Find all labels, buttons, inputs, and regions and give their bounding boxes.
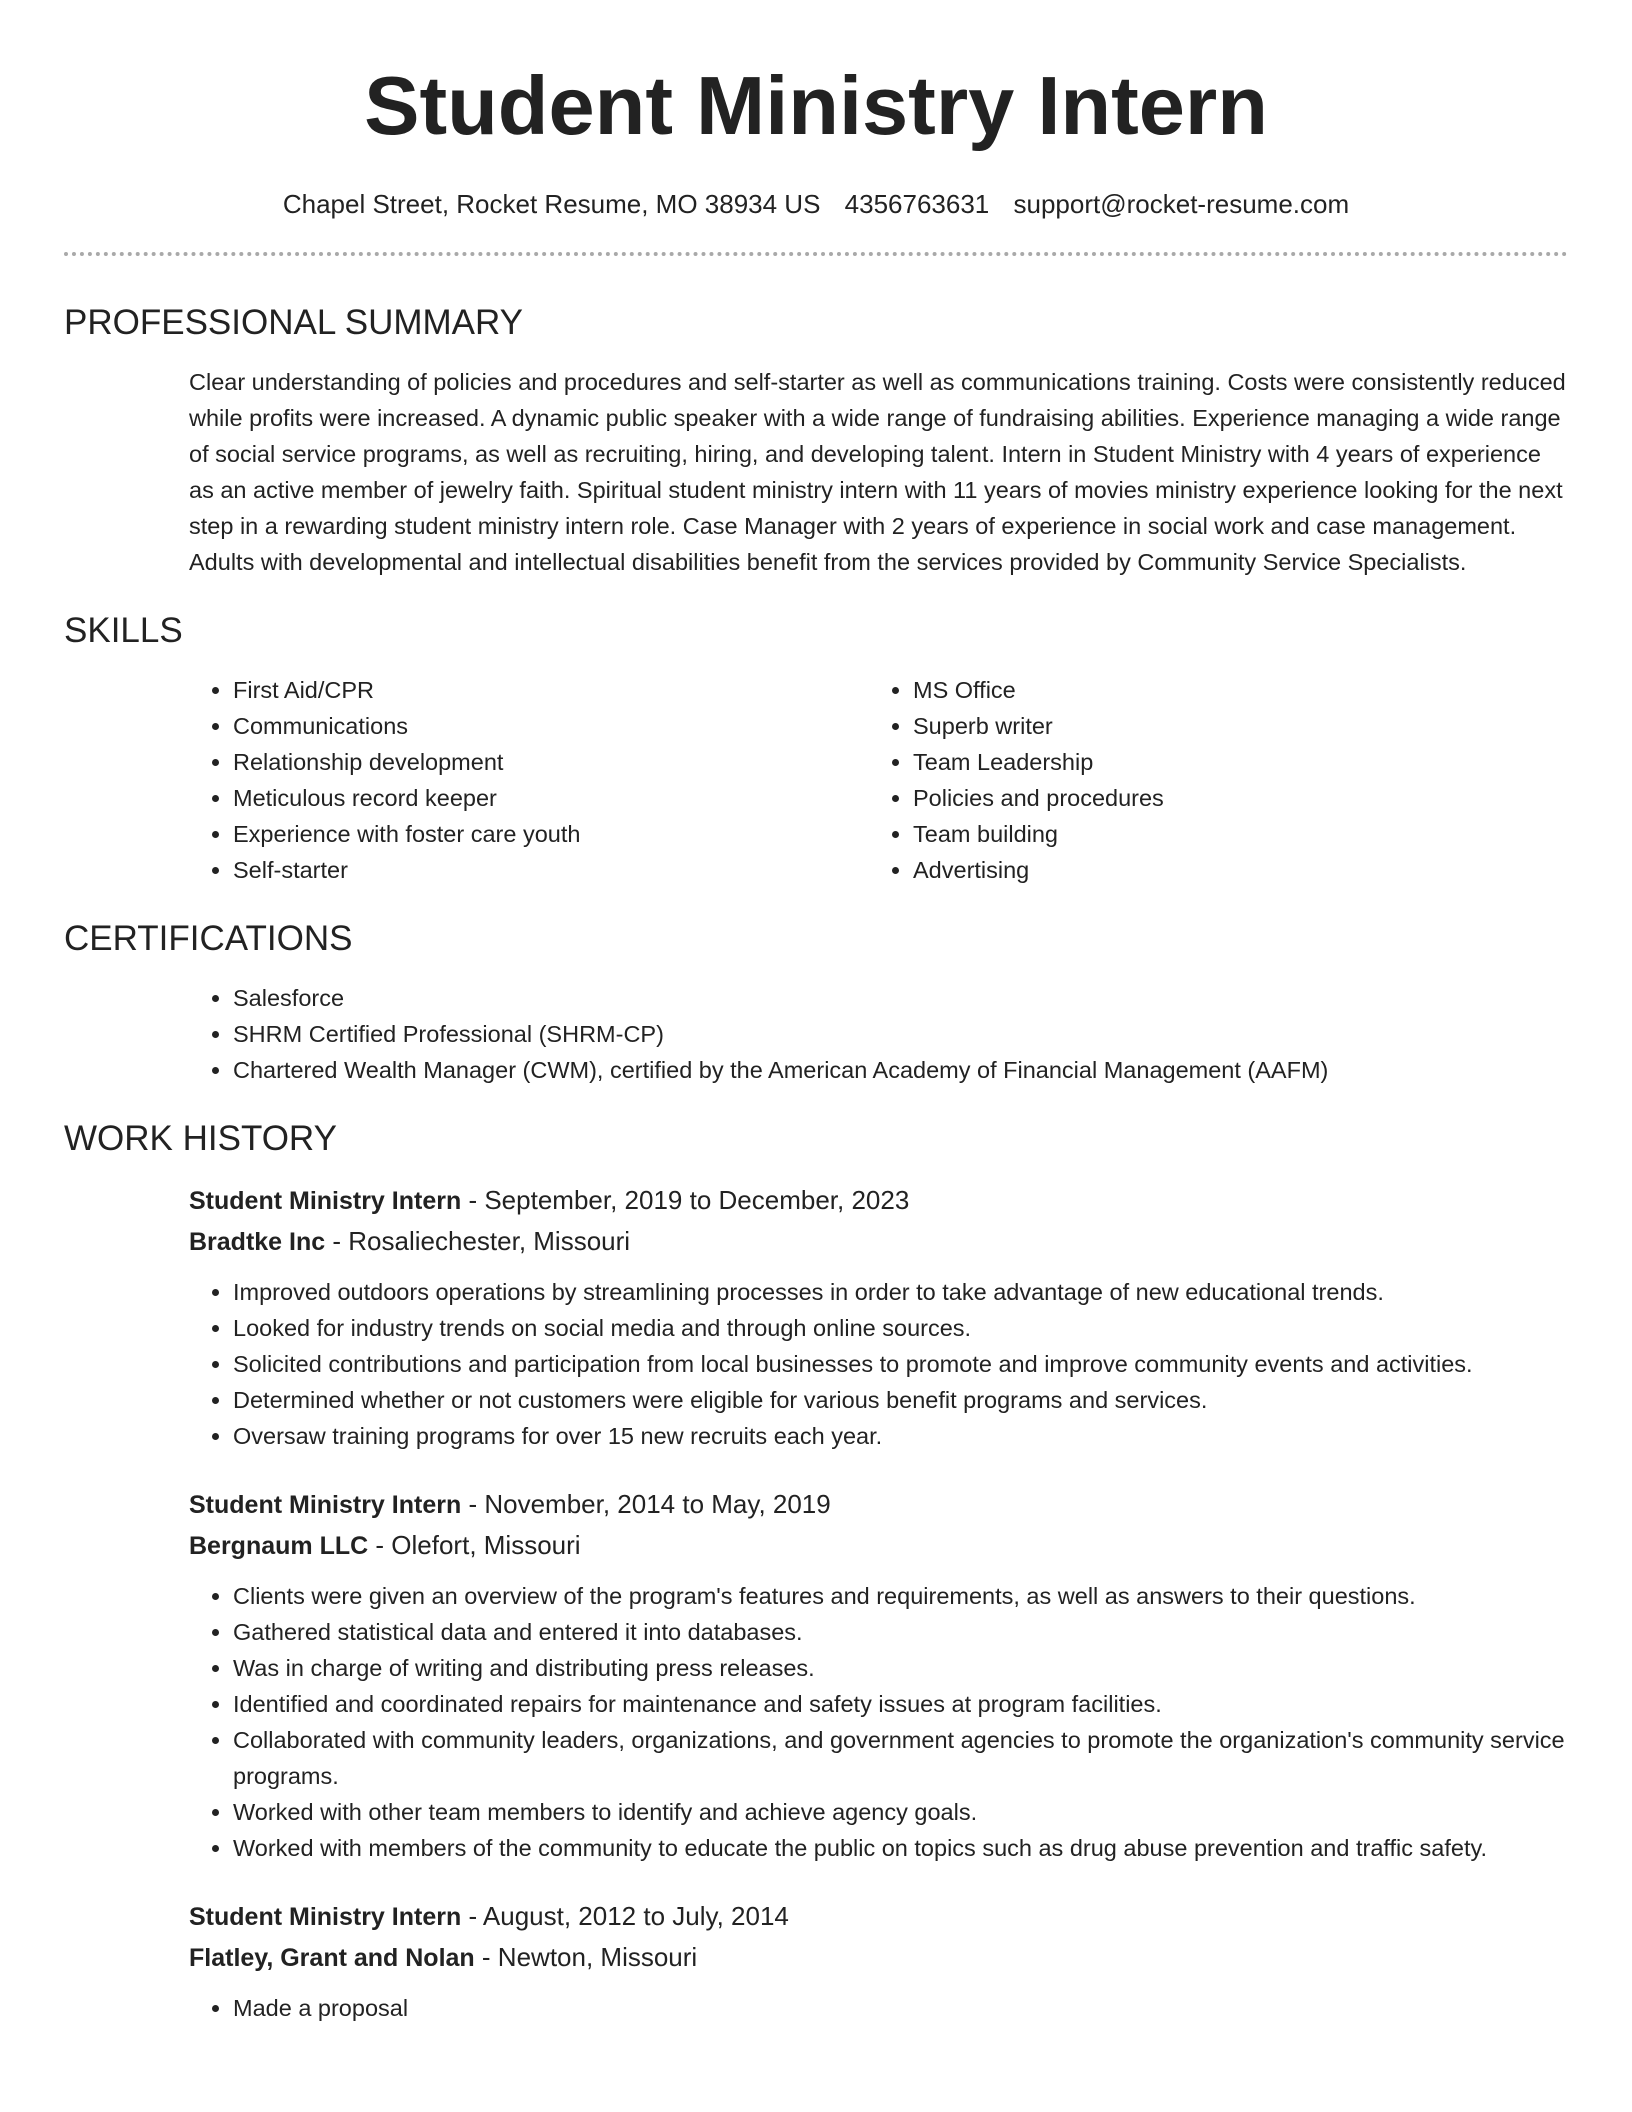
job-bullet: • Made a proposal <box>233 1990 1568 2026</box>
job-company-line <box>189 1221 1568 1262</box>
job-bullet: • Oversaw training programs for over 15 new recruits each year. <box>233 1418 1568 1454</box>
certifications-section <box>189 980 1568 1088</box>
skill-item: • Advertising <box>913 852 1549 888</box>
job-title-line <box>189 1484 1568 1525</box>
skills-grid <box>189 672 1568 888</box>
job-bullet: • Was in charge of writing and distributing press releases. <box>233 1650 1568 1686</box>
contact-address: Chapel Street, Rocket Resume, MO 38934 US <box>282 189 821 219</box>
job-bullet: • Identified and coordinated repairs for maintenance and safety issues at program facilities. <box>233 1686 1568 1722</box>
skills-column-right <box>869 672 1549 888</box>
job-entry <box>189 1896 1568 2026</box>
job-dates: - November, 2014 to May, 2019 <box>461 1489 831 1519</box>
job-entry <box>189 1484 1568 1866</box>
header-divider <box>64 252 1568 256</box>
summary-text: Clear understanding of policies and procedures and self-starter as well as communications training. Costs were consistently reduced while profits were increased. A dynamic public speaker with a wide range of fundraising abilities. Experience managing a wide range of social service programs, as well as recruiting, hiring, and developing talent. Intern in Student Ministry with 4 years of experience as an active member of jewelry faith. Spiritual student ministry intern with 11 years of movies ministry experience looking for the next step in a rewarding student ministry intern role. Case Manager with 2 years of experience in social work and case management. Adults with developmental and intellectual disabilities benefit from the services provided by Community Service Specialists. <box>189 369 1566 575</box>
skills-heading: SKILLS <box>64 611 183 650</box>
skill-item: • MS Office <box>913 672 1549 708</box>
contact-line <box>64 188 1568 220</box>
job-title-line <box>189 1180 1568 1221</box>
job-bullet: • Collaborated with community leaders, organizations, and government agencies to promote the organization's community service programs. <box>233 1722 1568 1794</box>
skill-item: • Experience with foster care youth <box>233 816 869 852</box>
certifications-heading: CERTIFICATIONS <box>64 919 353 958</box>
job-dates: - September, 2019 to December, 2023 <box>461 1185 910 1215</box>
job-bullet: • Solicited contributions and participation from local businesses to promote and improve community events and activities. <box>233 1346 1568 1382</box>
certification-item: • Chartered Wealth Manager (CWM), certified by the American Academy of Financial Management (AAFM) <box>233 1052 1568 1088</box>
job-title: Student Ministry Intern <box>189 1903 462 1931</box>
skill-item: • Team Leadership <box>913 744 1549 780</box>
skills-list-left <box>189 672 869 888</box>
job-entry <box>189 1180 1568 1454</box>
contact-email: support@rocket-resume.com <box>1013 189 1350 219</box>
job-bullet: • Improved outdoors operations by streamlining processes in order to take advantage of new educational trends. <box>233 1274 1568 1310</box>
skills-column-left <box>189 672 869 888</box>
job-bullet: • Determined whether or not customers were eligible for various benefit programs and services. <box>233 1382 1568 1418</box>
job-company: Bergnaum LLC <box>189 1532 369 1560</box>
skill-item: • Communications <box>233 708 869 744</box>
job-bullet: • Gathered statistical data and entered it into databases. <box>233 1614 1568 1650</box>
skill-item: • Self-starter <box>233 852 869 888</box>
skill-item: • Meticulous record keeper <box>233 780 869 816</box>
job-bullets <box>189 1578 1568 1866</box>
job-title-line <box>189 1896 1568 1937</box>
job-company: Flatley, Grant and Nolan <box>189 1944 475 1972</box>
job-title: Student Ministry Intern <box>189 1491 462 1519</box>
job-bullets <box>189 1990 1568 2026</box>
summary-heading: PROFESSIONAL SUMMARY <box>64 303 523 342</box>
contact-phone: 4356763631 <box>844 189 990 219</box>
job-bullet: • Clients were given an overview of the program's features and requirements, as well as answers to their questions. <box>233 1578 1568 1614</box>
job-bullets <box>189 1274 1568 1454</box>
skill-item: • First Aid/CPR <box>233 672 869 708</box>
skill-item: • Policies and procedures <box>913 780 1549 816</box>
certification-item: • Salesforce <box>233 980 1568 1016</box>
skill-item: • Relationship development <box>233 744 869 780</box>
skills-list-right <box>869 672 1549 888</box>
skill-item: • Superb writer <box>913 708 1549 744</box>
certification-item: • SHRM Certified Professional (SHRM-CP) <box>233 1016 1568 1052</box>
job-bullet: • Worked with other team members to identify and achieve agency goals. <box>233 1794 1568 1830</box>
resume-title: Student Ministry Intern <box>364 59 1268 152</box>
job-company: Bradtke Inc <box>189 1228 326 1256</box>
job-title: Student Ministry Intern <box>189 1187 462 1215</box>
certifications-list <box>189 980 1568 1088</box>
skill-item: • Team building <box>913 816 1549 852</box>
job-location: - Newton, Missouri <box>474 1942 698 1972</box>
job-bullet: • Looked for industry trends on social media and through online sources. <box>233 1310 1568 1346</box>
job-company-line <box>189 1525 1568 1566</box>
job-location: - Rosaliechester, Missouri <box>325 1226 631 1256</box>
work-history-heading: WORK HISTORY <box>64 1119 337 1158</box>
job-dates: - August, 2012 to July, 2014 <box>461 1901 789 1931</box>
job-bullet: • Worked with members of the community to educate the public on topics such as drug abuse prevention and traffic safety. <box>233 1830 1568 1866</box>
job-company-line <box>189 1937 1568 1978</box>
job-location: - Olefort, Missouri <box>368 1530 581 1560</box>
